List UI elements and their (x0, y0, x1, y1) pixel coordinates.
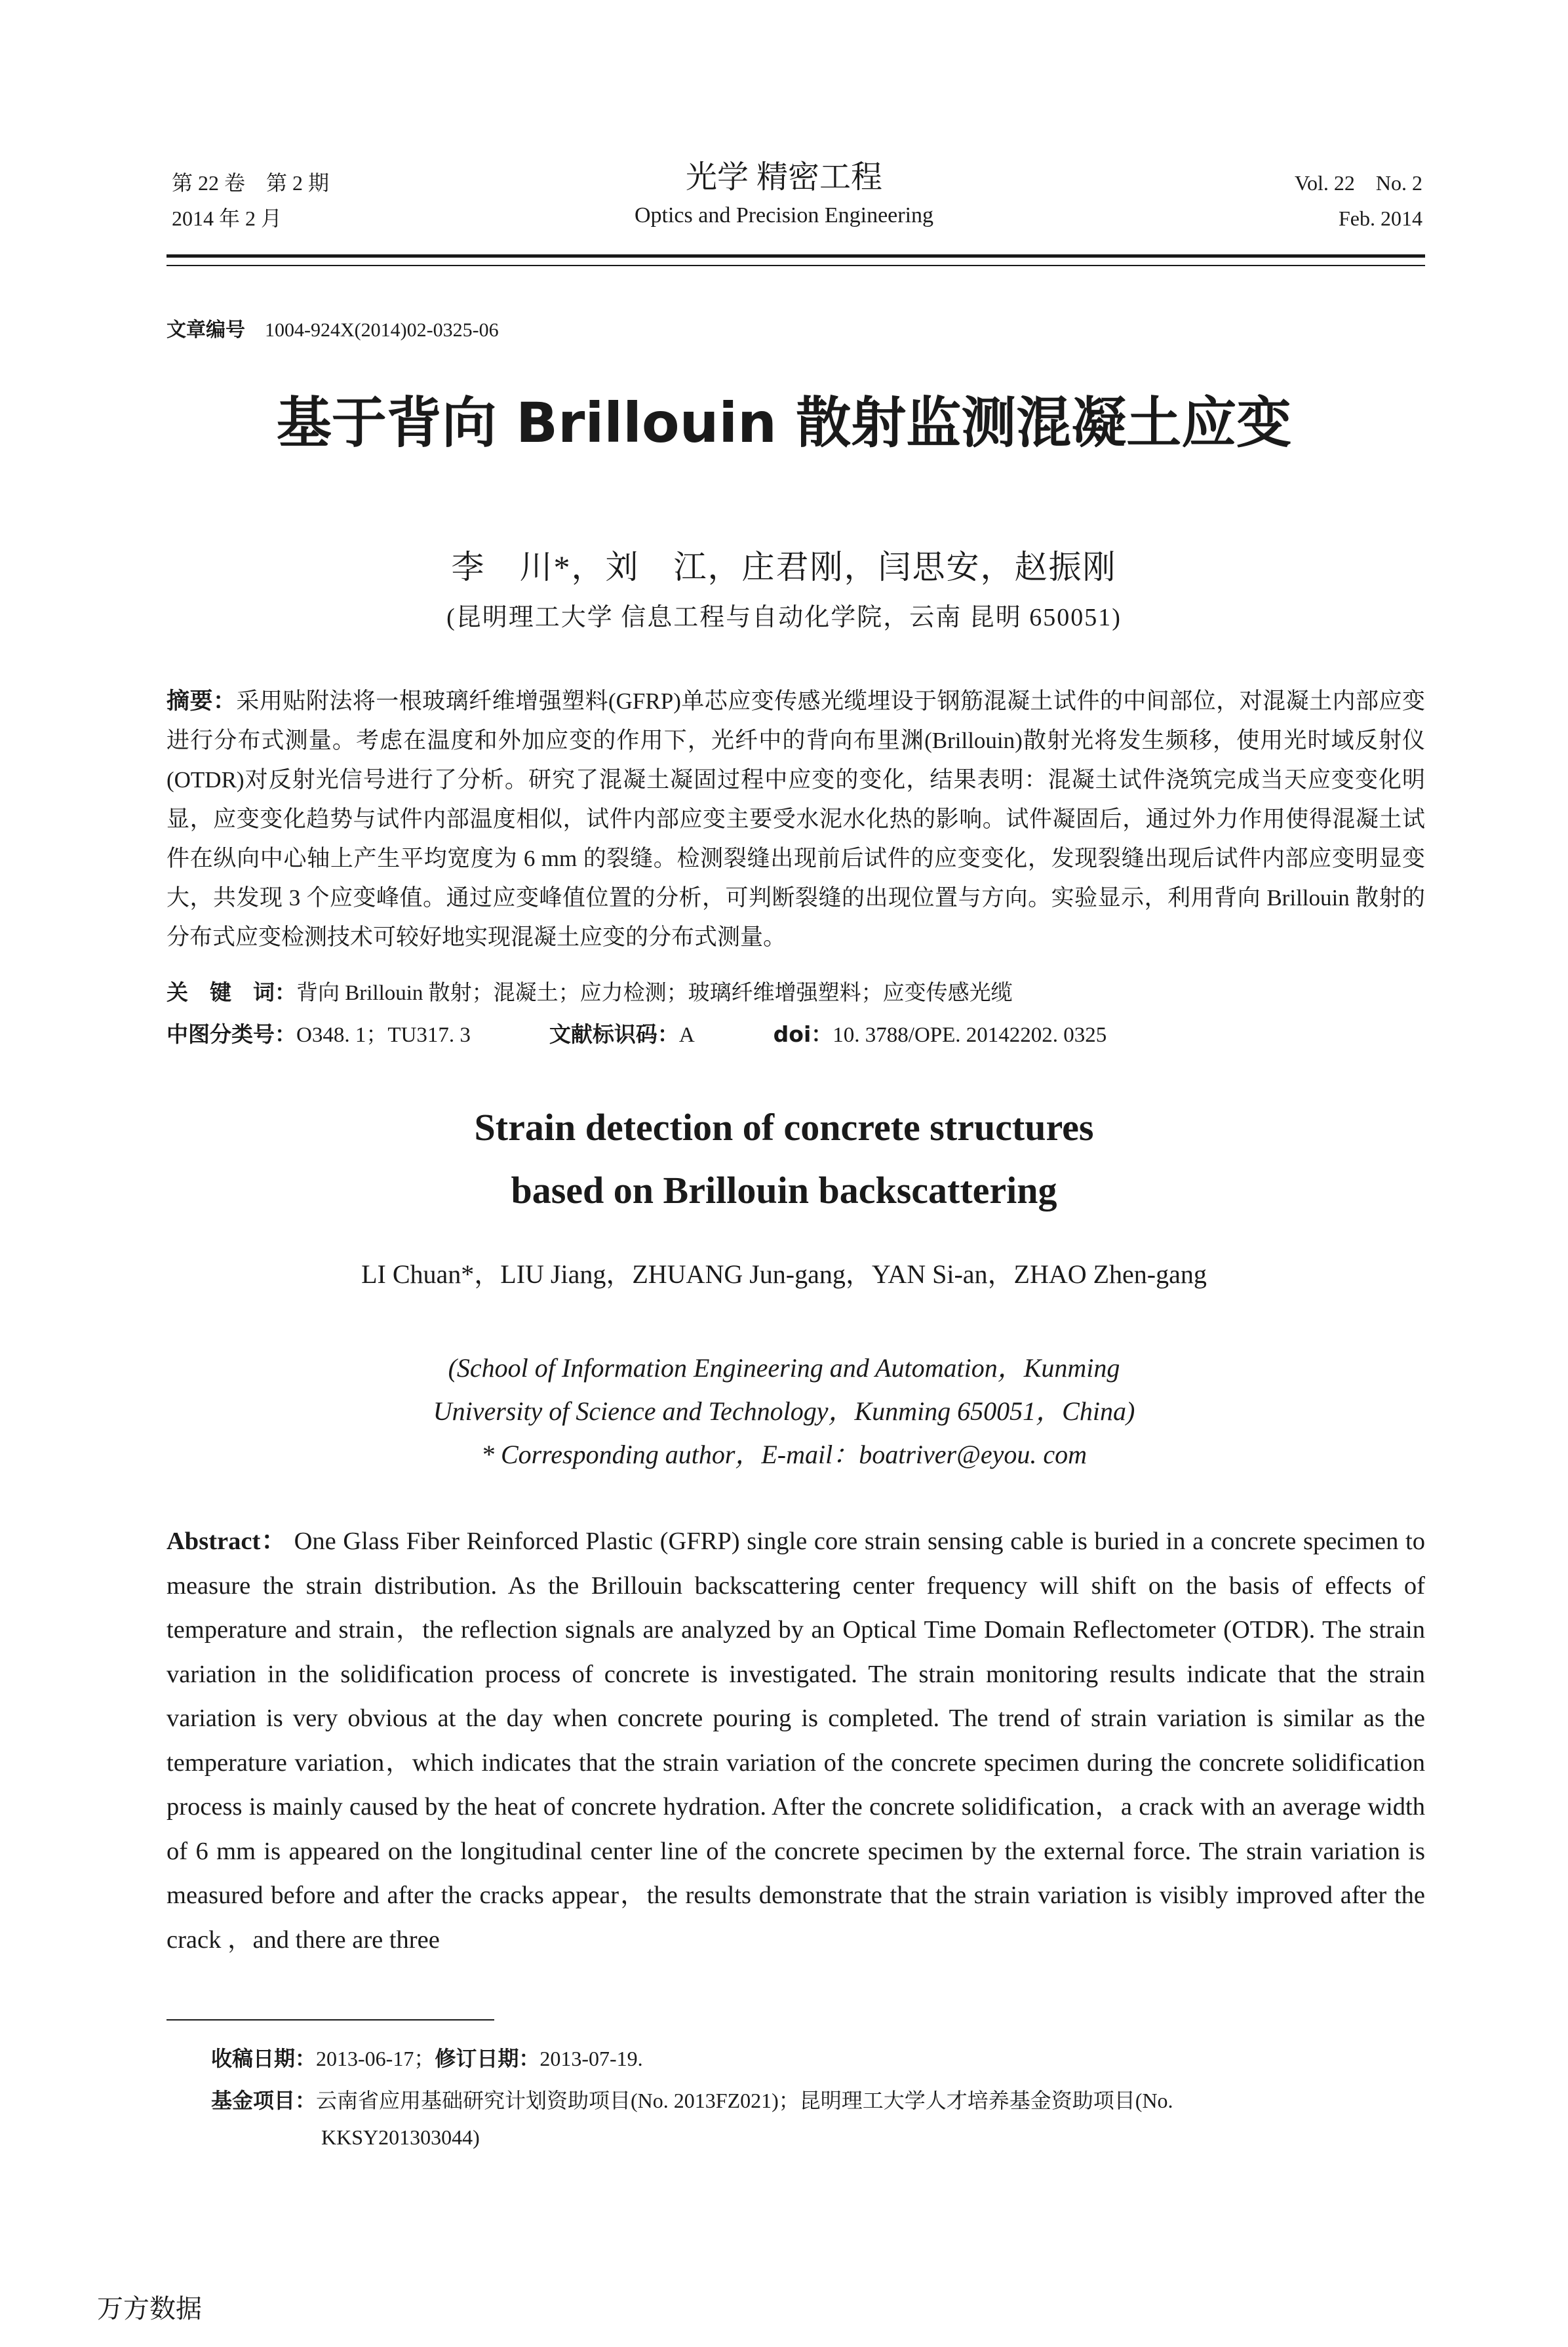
journal-name-cn: 光学 精密工程 (685, 160, 882, 195)
journal-name-en: Optics and Precision Engineering (634, 203, 934, 227)
article-number-value: 1004-924X(2014)02-0325-06 (265, 319, 499, 341)
keywords-cn (167, 973, 1425, 1013)
received-label: 收稿日期： (211, 2046, 317, 2071)
revised-value: 2013-07-19. (539, 2047, 643, 2070)
doi-label: doi： (773, 1021, 833, 1047)
keywords-cn-label: 关 键 词： (167, 979, 296, 1005)
footnote-fund (211, 2082, 1425, 2156)
authors-en: LI Chuan*，LIU Jiang，ZHUANG Jun-gang，YAN Si-an，ZHAO Zhen-gang (361, 1259, 1207, 1289)
doc-code-label: 文献标识码： (549, 1021, 679, 1047)
header-date-cn: 2014 年 2 月 (172, 207, 283, 230)
fund-value: 云南省应用基础研究计划资助项目(No. 2013FZ021)；昆明理工大学人才培养基金资助项目(No. (316, 2089, 1173, 2112)
corresponding-author: * Corresponding author，E-mail：boatriver@eyou. com (480, 1440, 1088, 1469)
header-date-en: Feb. 2014 (1339, 207, 1422, 230)
watermark: 万方数据 (97, 2294, 202, 2324)
abstract-cn-label: 摘要： (167, 688, 237, 715)
classification-line (167, 1015, 1425, 1055)
header-vol: Vol. 22 No. 2 (1295, 171, 1422, 195)
affiliation-en (0, 1347, 1568, 1476)
abstract-en (167, 1520, 1425, 1962)
doi-value: 10. 3788/OPE. 20142202. 0325 (833, 1023, 1107, 1047)
footnote-rule (167, 2019, 494, 2021)
article-number (167, 313, 499, 342)
doc-code-value: A (678, 1023, 695, 1047)
received-value: 2013-06-17； (316, 2047, 435, 2070)
authors-cn: 李 川*，刘 江，庄君刚，闫思安，赵振刚 (451, 549, 1117, 585)
paper-title-en (0, 1096, 1568, 1222)
keywords-cn-text: 背向 Brillouin 散射；混凝土；应力检测；玻璃纤维增强塑料；应变传感光缆 (296, 981, 1013, 1005)
paper-title-en-line1: Strain detection of concrete structures (474, 1106, 1094, 1149)
affiliation-en-line1: (School of Information Engineering and Automation，Kunming (448, 1353, 1120, 1383)
paper-title-cn: 基于背向 Brillouin 散射监测混凝土应变 (276, 391, 1292, 455)
abstract-cn-text: 采用贴附法将一根玻璃纤维增强塑料(GFRP)单芯应变传感光缆埋设于钢筋混凝土试件的中间部位，对混凝土内部应变进行分布式测量。考虑在温度和外加应变的作用下，光纤中的背向布里渊(Brillouin)散射光将发生频移，使用光时域反射仪(OTDR)对反射光信号进行了分析。研究了混凝土凝固过程中应变的变化，结果表明：混凝土试件浇筑完成当天应变变化明显，应变变化趋势与试件内部温度相似，试件内部应变主要受水泥水化热的影响。试件凝固后，通过外力作用使得混凝土试件在纵向中心轴上产生平均宽度为 6 mm 的裂缝。检测裂缝出现前后试件的应变变化，发现裂缝出现后试件内部应变明显变大，共发现 3 个应变峰值。通过应变峰值位置的分析，可判断裂缝的出现位置与方向。实验显示，利用背向 Brillouin 散射的分布式应变检测技术可较好地实现混凝土应变的分布式测量。 (167, 688, 1425, 950)
fund-value-cont: KKSY201303044) (321, 2125, 480, 2149)
fund-label: 基金项目： (211, 2088, 317, 2113)
revised-label: 修订日期： (435, 2046, 540, 2071)
header-rule-thin (167, 265, 1425, 266)
header-rule-thick (167, 254, 1425, 258)
article-number-label: 文章编号 (167, 319, 245, 342)
abstract-en-label: Abstract： (167, 1528, 287, 1555)
header-volume: 第 22 卷 第 2 期 (172, 171, 330, 195)
affiliation-cn: (昆明理工大学 信息工程与自动化学院，云南 昆明 650051) (446, 604, 1122, 631)
footnote-dates (211, 2040, 1425, 2077)
abstract-en-text: One Glass Fiber Reinforced Plastic (GFRP) single core strain sensing cable is buried in a concrete specimen to measure the strain distribution. As the Brillouin backscattering center frequency will shift on the basis of effects of temperature and strain，the reflection signals are analyzed by an Optical Time Domain Reflectometer (OTDR). The strain variation in the solidification process of concrete is investigated. The strain monitoring results indicate that the strain variation is very obvious at the day when concrete pouring is completed. The trend of strain variation is similar as the temperature variation，which indicates that the strain variation of the concrete specimen during the concrete solidification process is mainly caused by the heat of concrete hydration. After the concrete solidification，a crack with an average width of 6 mm is appeared on the longitudinal center line of the concrete specimen by the external force. The strain variation is measured before and after the cracks appear，the results demonstrate that the strain variation is visibly improved after the crack ，and there are three (167, 1528, 1425, 1954)
clc-value: O348. 1；TU317. 3 (296, 1023, 471, 1047)
paper-title-en-line2: based on Brillouin backscattering (511, 1169, 1057, 1212)
header-vol-no (1295, 165, 1422, 236)
clc-label: 中图分类号： (167, 1021, 296, 1047)
abstract-cn (167, 682, 1425, 957)
affiliation-en-line2: University of Science and Technology，Kunming 650051，China) (433, 1396, 1135, 1426)
